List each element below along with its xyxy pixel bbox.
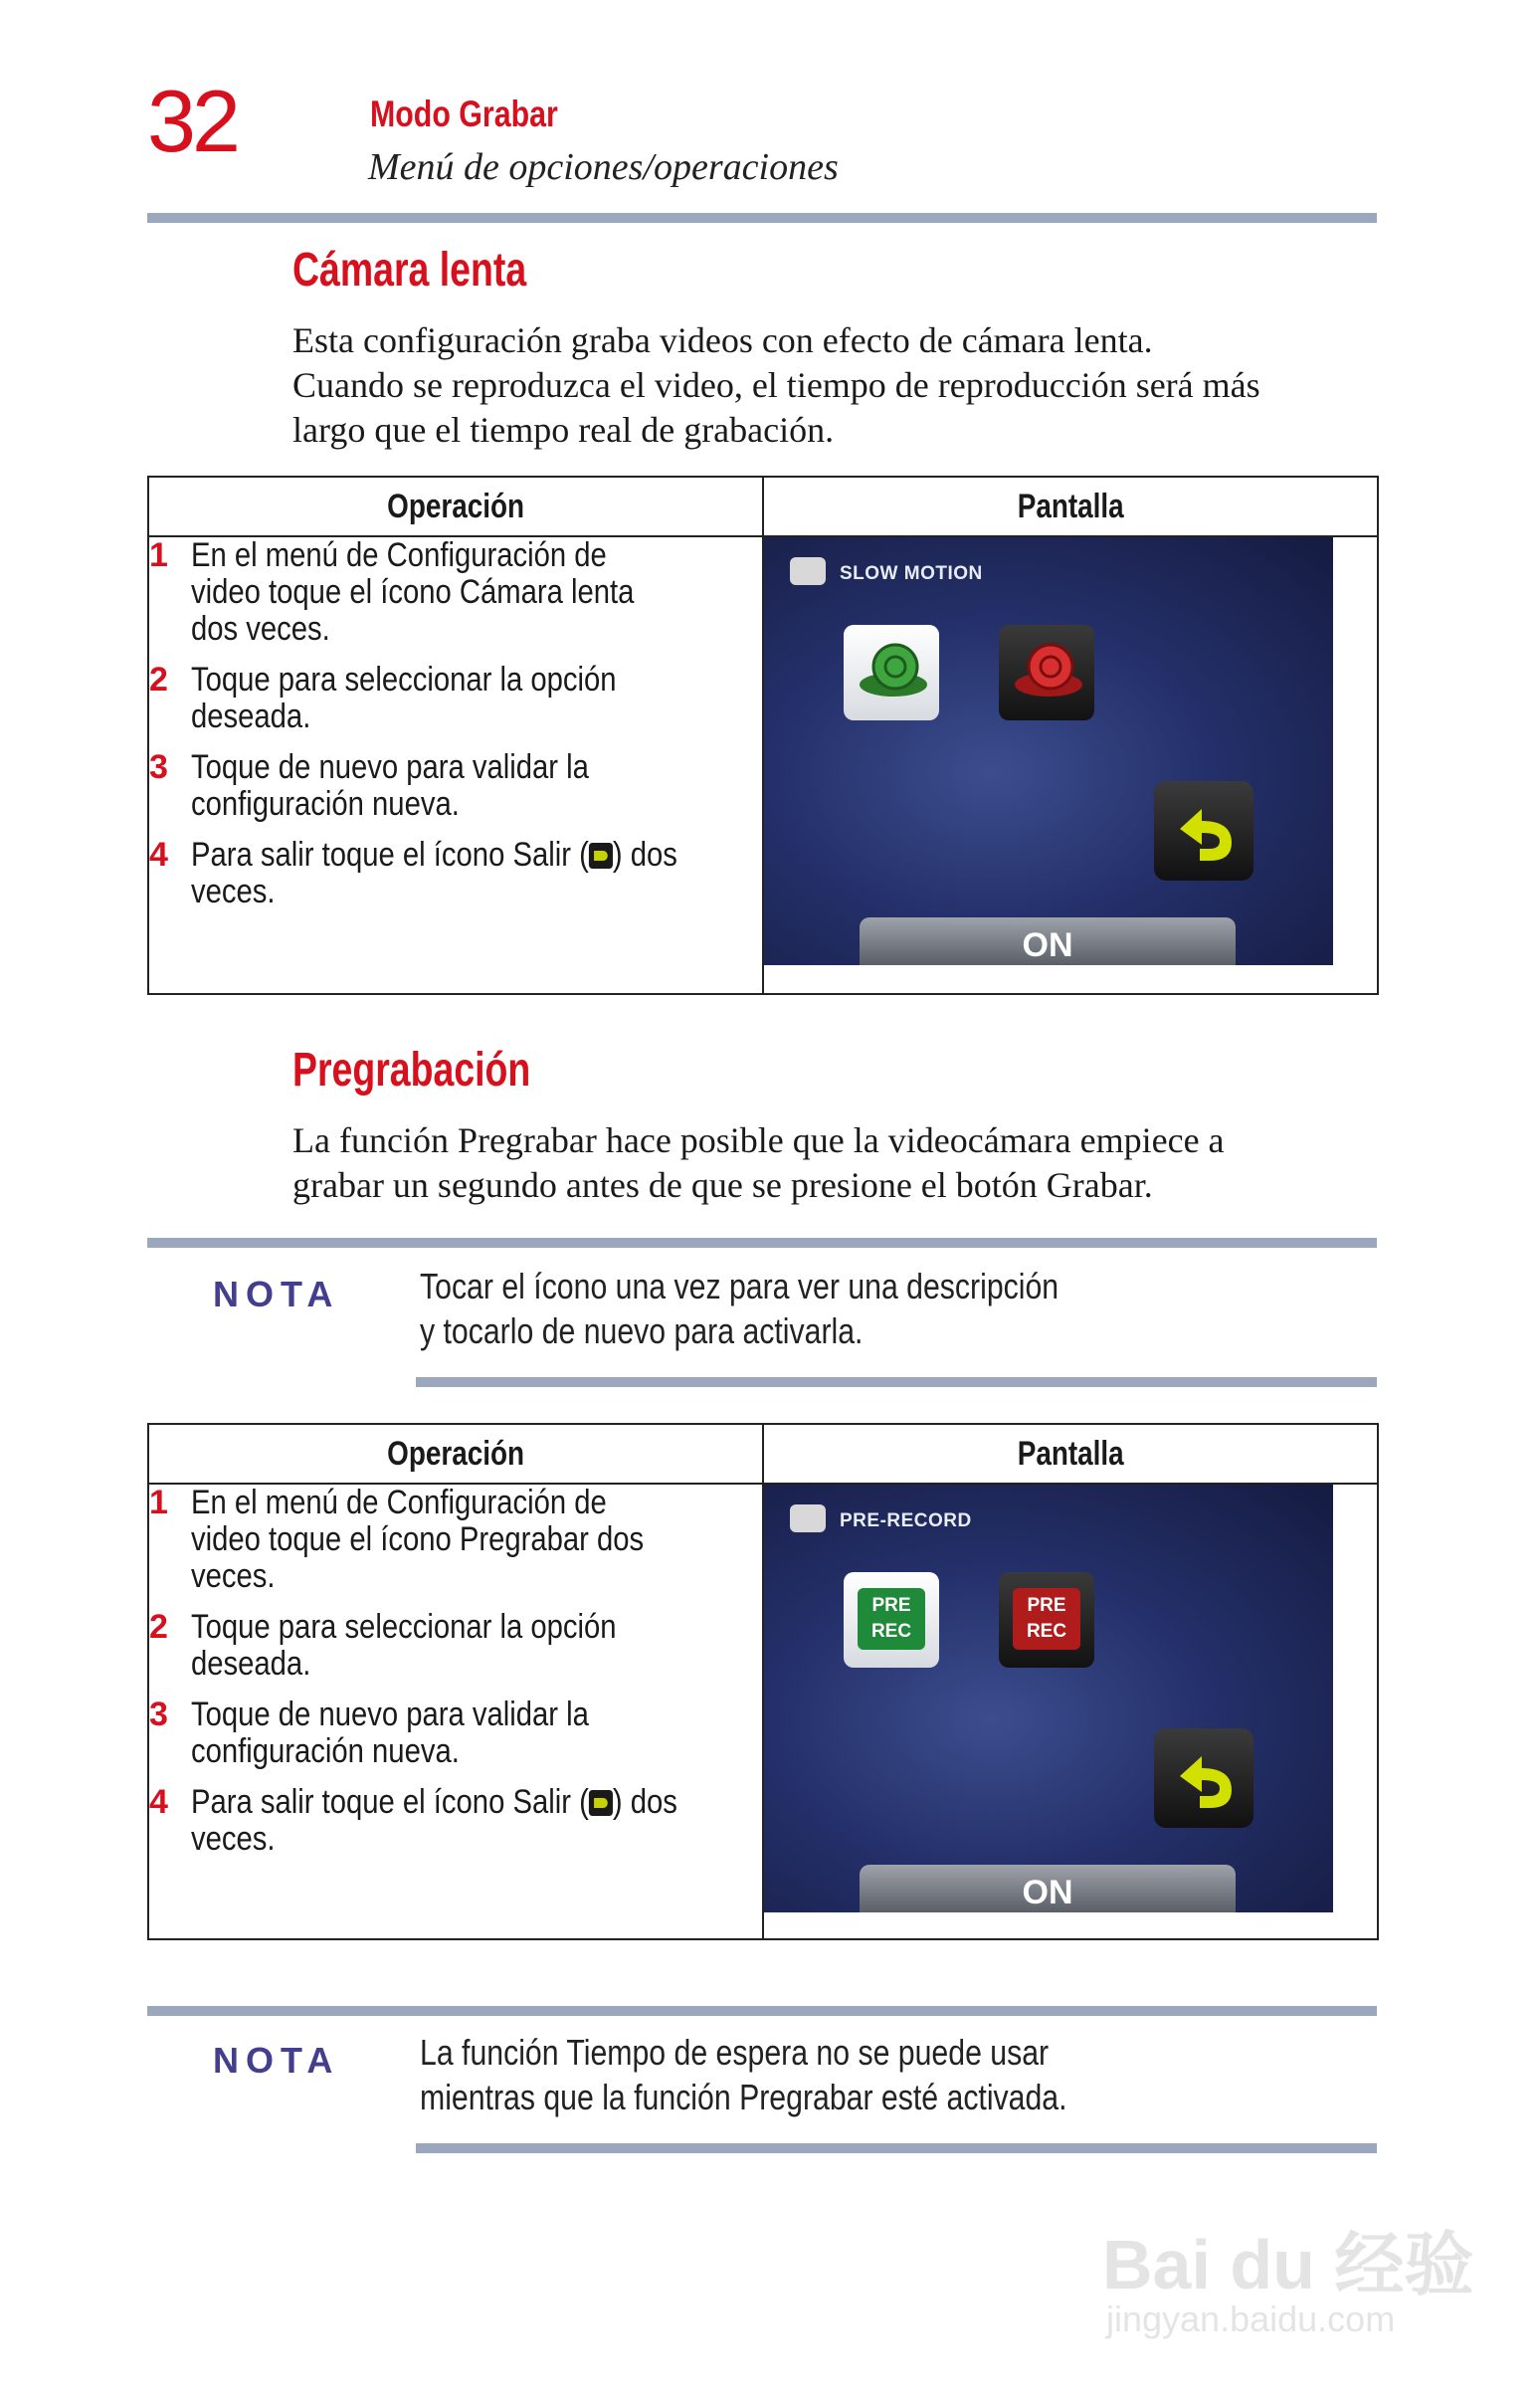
- step-number: 2: [149, 1608, 168, 1646]
- note-label: NOTA: [213, 2040, 340, 2081]
- screen-label: PRE-RECORD: [840, 1510, 972, 1531]
- prerecord-description: [292, 1118, 1387, 1208]
- status-bar[interactable]: ON: [860, 917, 1236, 965]
- camera-screen-slow-motion: [764, 537, 1333, 965]
- column-header-screen: Pantalla: [763, 477, 1378, 536]
- note-rule-bottom: [416, 1377, 1377, 1387]
- prerecord-off-option-icon[interactable]: [844, 1572, 939, 1668]
- step-text: Toque para seleccionar la opción deseada.: [191, 1608, 617, 1683]
- exit-button[interactable]: [1154, 781, 1253, 881]
- header-rule: [147, 213, 1377, 223]
- step-item: [149, 1485, 762, 1595]
- steps-cell: [148, 1484, 763, 1939]
- snail-off-option-icon[interactable]: [844, 625, 939, 720]
- step-item: [149, 537, 762, 648]
- note-rule-top: [147, 2006, 1377, 2016]
- section-title-slow-motion: Cámara lenta: [292, 244, 527, 297]
- note-rule-bottom: [416, 2143, 1377, 2153]
- steps-cell: [148, 536, 763, 994]
- slow-motion-table: [147, 476, 1379, 995]
- snail-on-option-icon[interactable]: [999, 625, 1094, 720]
- screen-label: SLOW MOTION: [840, 563, 983, 584]
- step-item: [149, 1609, 762, 1683]
- step-number: 4: [149, 1783, 168, 1821]
- snail-mode-icon: [790, 557, 826, 585]
- watermark-url: jingyan.baidu.com: [1106, 2299, 1396, 2339]
- step-number: 1: [149, 536, 168, 574]
- description-line: La función Pregrabar hace posible que la videocámara empiece a: [292, 1120, 1225, 1160]
- description-line: Esta configuración graba videos con efecto de cámara lenta.: [292, 320, 1153, 360]
- status-bar[interactable]: ON: [860, 1865, 1236, 1912]
- step-number: 4: [149, 836, 168, 874]
- prerecord-icon-text: PRE REC: [1013, 1588, 1080, 1650]
- step-number: 3: [149, 748, 168, 786]
- step-text: Toque de nuevo para validar la configuración nueva.: [191, 748, 589, 823]
- exit-icon: [589, 843, 613, 869]
- prerecord-icon-text: PRE REC: [858, 1588, 925, 1650]
- section-title-prerecord: Pregrabación: [292, 1044, 531, 1097]
- exit-button[interactable]: [1154, 1728, 1253, 1828]
- step-text: Para salir toque el ícono Salir ( ) dos veces.: [191, 836, 677, 910]
- note-label: NOTA: [213, 1274, 340, 1314]
- note-rule-top: [147, 1238, 1377, 1248]
- watermark-logo: Bai du 经验: [1102, 2226, 1474, 2303]
- chapter-subtitle: Menú de opciones/operaciones: [368, 146, 839, 188]
- step-item: [149, 1784, 762, 1858]
- note-text: La función Tiempo de espera no se puede usar mientras que la función Pregrabar esté activada.: [420, 2032, 1067, 2117]
- note-text: Tocar el ícono una vez para ver una descripción y tocarlo de nuevo para activarla.: [420, 1266, 1059, 1351]
- step-item: [149, 1697, 762, 1770]
- return-arrow-icon: [1154, 781, 1253, 881]
- step-item: [149, 662, 762, 735]
- step-item: [149, 837, 762, 910]
- prerecord-on-option-icon[interactable]: [999, 1572, 1094, 1668]
- column-header-operation: Operación: [148, 1424, 763, 1484]
- exit-icon: [589, 1790, 613, 1816]
- step-number: 2: [149, 661, 168, 699]
- step-number: 3: [149, 1696, 168, 1733]
- chapter-title: Modo Grabar: [370, 94, 558, 134]
- page-number: 32: [147, 72, 237, 170]
- column-header-screen: Pantalla: [763, 1424, 1378, 1484]
- slow-motion-description: [292, 318, 1387, 453]
- screen-cell: [763, 1484, 1378, 1939]
- step-text: En el menú de Configuración de video toque el ícono Cámara lenta dos veces.: [191, 536, 635, 648]
- return-arrow-icon: [1154, 1728, 1253, 1828]
- step-text: Para salir toque el ícono Salir ( ) dos veces.: [191, 1783, 677, 1858]
- step-text: Toque para seleccionar la opción deseada.: [191, 661, 617, 735]
- prerecord-mode-icon: [790, 1504, 826, 1532]
- step-text: En el menú de Configuración de video toque el ícono Pregrabar dos veces.: [191, 1484, 645, 1595]
- step-text: Toque de nuevo para validar la configuración nueva.: [191, 1696, 589, 1770]
- camera-screen-prerecord: [764, 1485, 1333, 1912]
- prerecord-table: [147, 1423, 1379, 1940]
- description-line: Cuando se reproduzca el video, el tiempo de reproducción será más: [292, 365, 1260, 405]
- description-line: largo que el tiempo real de grabación.: [292, 410, 835, 450]
- step-item: [149, 749, 762, 823]
- description-line: grabar un segundo antes de que se presione el botón Grabar.: [292, 1165, 1153, 1205]
- column-header-operation: Operación: [148, 477, 763, 536]
- step-number: 1: [149, 1484, 168, 1521]
- screen-cell: [763, 536, 1378, 994]
